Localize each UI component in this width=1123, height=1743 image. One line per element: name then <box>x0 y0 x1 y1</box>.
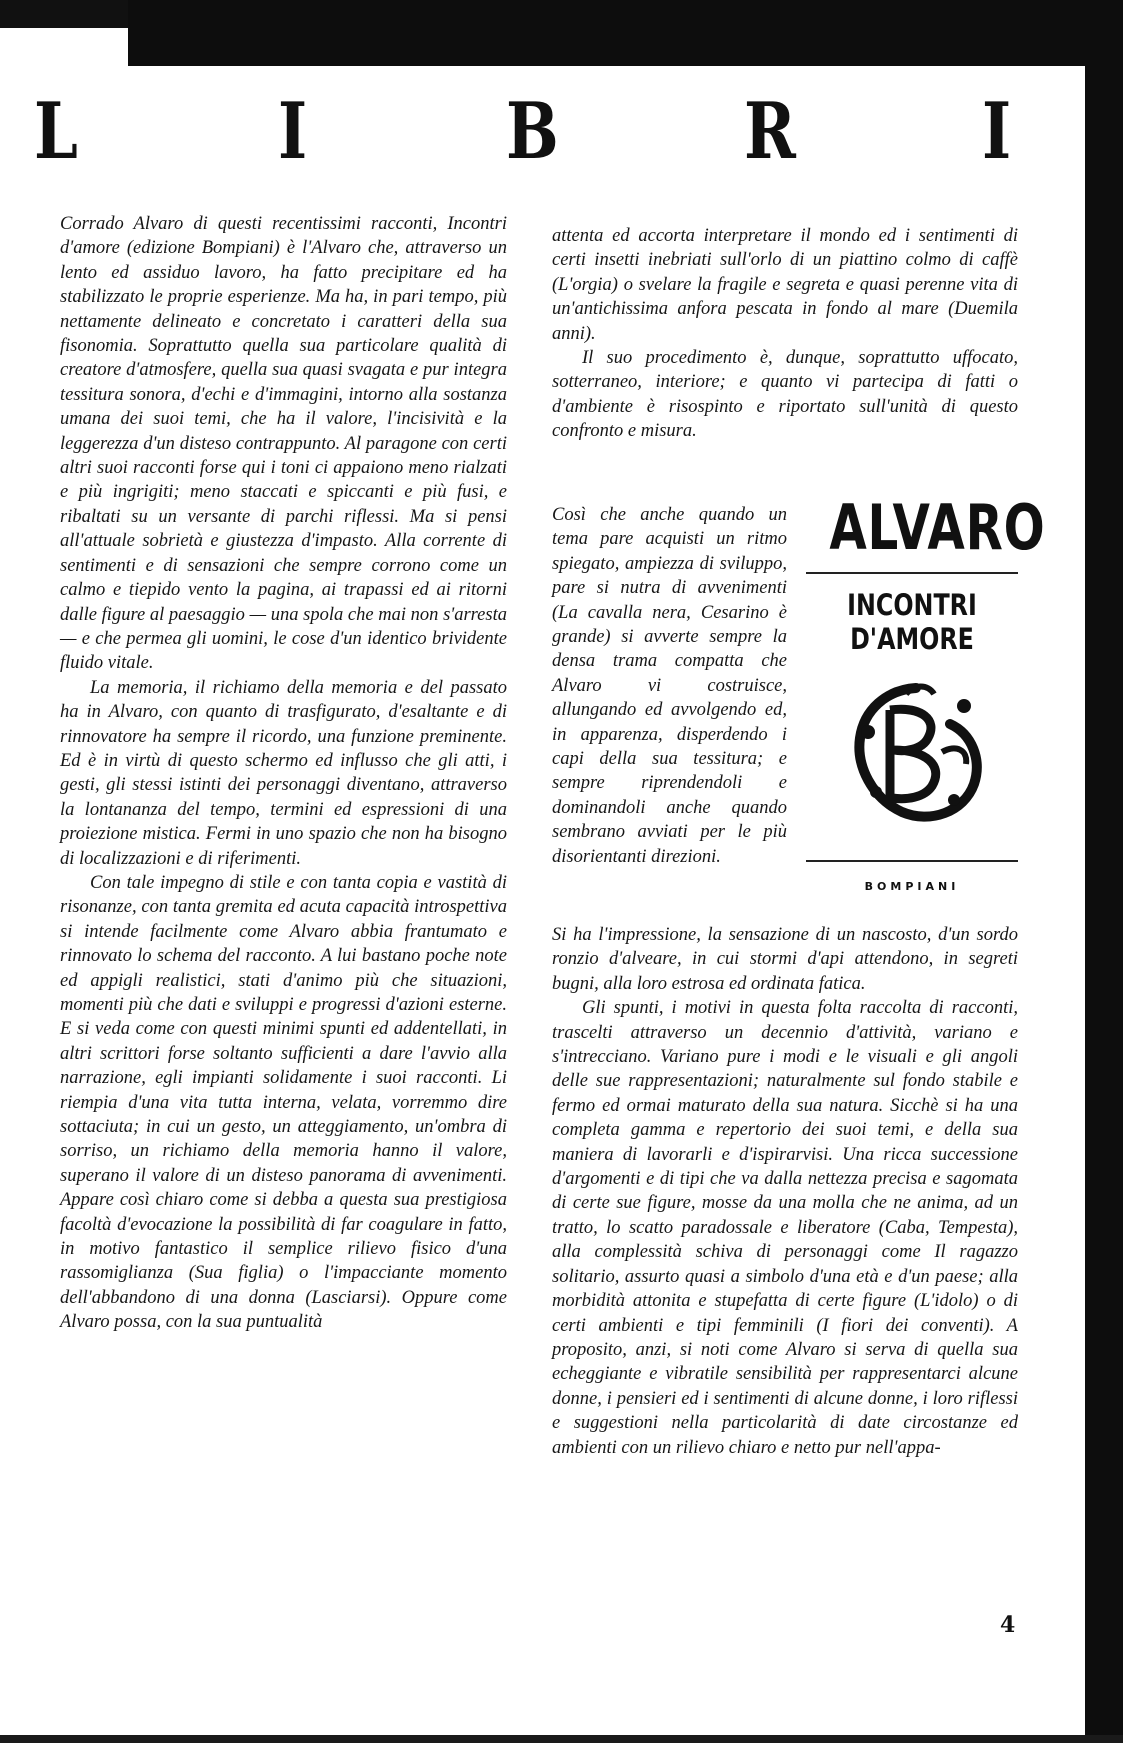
paragraph: Corrado Alvaro di questi recentissimi racconti, Incontri d'amore (edizione Bompiani) è l'Alvaro che, attraverso un lento ed assiduo lavoro, ha fatto precipitare ed ha stabilizzato le proprie esperienze. Ma ha, in pari tempo, più nettamente delineato e concretato i caratteri della sua fisonomia. Soprattutto quella sua particolare qualità di creatore d'atmosfere, quella sua quasi svagata e pur integra tessitura sonora, d'echi e d'immagini, intorno alla sostanza umana dei suoi temi, che ha il valore, l'incisività e la leggerezza d'un disteso contrappunto. Al paragone con certi altri suoi racconti forse qui i toni ci appaiono meno rialzati e più ingrigiti; meno staccati e spiccanti e più fusi, e ribaltati su un versante di parchi riflessi. Ma si pensi all'attuale sobrietà e giustezza d'impasto. Alla corrente di sentimenti e di sensazioni che sempre corrono come un calmo e tiepido vento la pagina, ai trapassi ed ai ritorni dalle figure al paesaggio — una spola che mai non s'arresta — e che permea gli uomini, le cose d'un identico brividente fluido vitale. <box>60 214 507 674</box>
scan-border-right <box>1085 0 1123 1743</box>
left-column <box>60 212 507 1335</box>
cover-divider <box>806 860 1018 862</box>
section-heading-libri <box>34 86 1034 177</box>
heading-letter: L <box>34 86 78 177</box>
heading-letter: R <box>744 86 796 177</box>
right-column-wrap-text <box>552 503 787 869</box>
cover-divider <box>806 572 1018 574</box>
cover-title-line2: D'AMORE <box>850 622 974 656</box>
paragraph: Il suo procedimento è, dunque, soprattutto uffocato, sotterraneo, interiore; e quanto vi partecipa di fatti o d'ambiente è risospinto e riportato sull'unità di questo confronto e misura. <box>552 348 1018 442</box>
heading-letter: B <box>506 86 559 177</box>
paragraph: Gli spunti, i motivi in questa folta raccolta di racconti, trascelti attraverso un decennio d'attività, variano e s'intrecciano. Variano pure i modi e le visuali e gli angoli delle sue rappresentazioni; naturalmente sul fondo stabile e fermo ed ormai maturato della sua natura. Sicchè si ha una completa gamma e repertorio dei suoi temi, e della sua maniera di lavorarli e d'ispirarvisi. Una ricca successione d'argomenti e di tipi che va dalla nettezza precisa e sagomata di certe sue figure, mosse da una molla che ne anima, ad un tratto, lo scatto paradossale e liberatore (Caba, Tempesta), alla complessità schiva di personaggi come Il ragazzo solitario, assurto quasi a simbolo d'una età e d'un paese; alla morbidità attonita e stupefatta di certe figure (L'idolo) o di certi ambienti e tipi femminili (I fiori dei conventi). A proposito, anzi, si noti come Alvaro si serva di quella sua echeggiante e vibratile sensibilità per rappresentarci alcune donne, i pensieri ed i sentimenti di alcune donne, i loro riflessi e suggestioni nella particolarità di date circostanze ed ambienti con un rilievo chiaro e netto pur nell'appa- <box>552 998 1018 1458</box>
right-column-bottom <box>552 923 1018 1460</box>
paragraph: Si ha l'impressione, la sensazione di un nascosto, d'un sordo ronzio d'alveare, in cui stormi d'api attendono, in segreti bugni, alla loro estrosa ed ordinata fatica. <box>552 925 1018 994</box>
scan-border-bottom <box>0 1735 1123 1743</box>
paragraph: Con tale impegno di stile e con tanta copia e vastità di risonanze, con tanta gremita ed acuta capacità introspettiva si intende facilmente come Alvaro abbia frantumato e rinnovato lo schema del racconto. A lui bastano poche note ed appigli realistici, stati d'animo più che situazioni, momenti più che dati e sviluppi e progressi d'azioni esterne. E si veda come con questi minimi spunti ed addentellati, in altri scrittori forse soltanto sufficienti a dare l'avvio alla narrazione, egli impianti solidamente i suoi racconti. Li riempia d'una vita tutta interna, velata, vorremmo dire sottaciuta; in cui un gesto, un atteggiamento, un'ombra di sorriso, un richiamo della memoria hanno il valore, superano il valore di un disteso panorama di avvenimenti. Appare così chiaro come si debba a questa sua prestigiosa facoltà d'evocazione la possibilità di far coagulare in fatto, in motivo fantastico il semplice rilievo fisico d'una rassomiglianza (Sua figlia) o l'impacciante momento dell'abbandono di una donna (Lasciarsi). Oppure come Alvaro possa, con la sua puntualità <box>60 872 507 1333</box>
paragraph: attenta ed accorta interpretare il mondo ed i sentimenti di certi insetti inebriati sull'orlo di un piattino colmo di caffè (L'orgia) o svelare la fragile e segreta e quasi perenne vita di un'antichissima anfora pescata in fondo al mare (Duemila anni). <box>552 226 1018 344</box>
heading-letter: I <box>278 86 308 177</box>
paragraph: La memoria, il richiamo della memoria e del passato ha in Alvaro, con quanto di trasfigurato, d'esaltante e di rinnovatore ha sempre il ricordo, una funzione preminente. Ed è in virtù di questo schermo ed influsso che gli atti, i gesti, gli stessi istinti dei personaggi diventano, attraverso la lontananza del tempo, termini ed espressioni di una proiezione mistica. Fermi in uno spazio che non ha bisogno di localizzazioni e di riferimenti. <box>60 677 507 869</box>
heading-letter: I <box>982 86 1012 177</box>
cover-publisher: BOMPIANI <box>864 880 960 893</box>
scan-border-top <box>128 0 1123 66</box>
paragraph: Così che anche quando un tema pare acquisti un ritmo spiegato, ampiezza di sviluppo, pare si nutra di avvenimenti (La cavalla nera, Cesarino è grande) si avverte sempre la densa trama compatta che Alvaro vi costruisce, allungando ed avvolgendo ed, in apparenza, disperdendo i capi della sua tessitura; e sempre riprendendoli e dominandoli anche quando sembrano avviati per le più disorientanti direzioni. <box>552 505 787 867</box>
publisher-monogram-icon <box>846 680 986 825</box>
scan-border-top-left <box>0 0 128 28</box>
page-number: 4 <box>1000 1612 1016 1638</box>
cover-title-line1: INCONTRI <box>847 588 977 622</box>
cover-author: ALVARO <box>829 491 1046 564</box>
right-column-top <box>552 224 1018 444</box>
book-cover-image <box>806 490 1046 905</box>
